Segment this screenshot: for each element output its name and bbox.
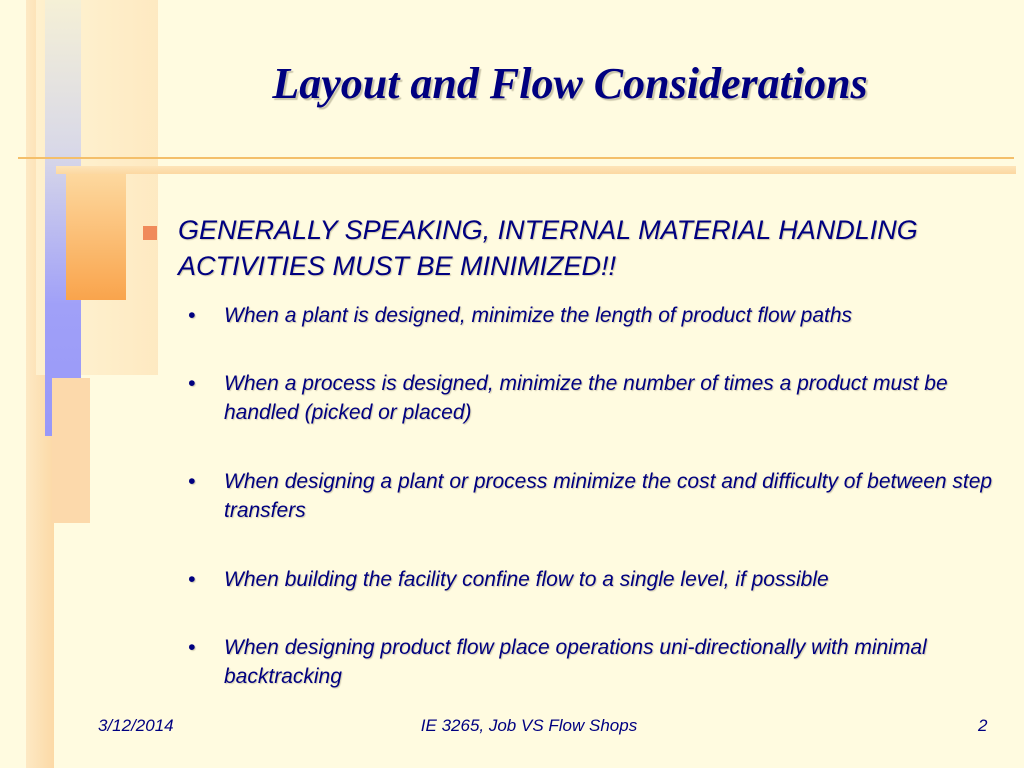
sub-bullet-text: When building the facility confine flow to a single level, if possible <box>224 568 829 591</box>
sub-bullet <box>188 633 998 691</box>
sub-bullet <box>188 301 998 330</box>
title-divider <box>18 157 1014 159</box>
bullet-dot-icon: • <box>188 470 196 493</box>
bullet-dot-icon: • <box>188 372 196 395</box>
main-bullet-text: GENERALLY SPEAKING, INTERNAL MATERIAL HANDLING ACTIVITIES MUST BE MINIMIZED!! <box>178 215 918 281</box>
bullet-dot-icon: • <box>188 304 196 327</box>
sub-bullet <box>188 565 998 594</box>
decorative-bar <box>52 378 90 523</box>
square-bullet-icon <box>143 226 157 240</box>
sub-bullet-text: When a plant is designed, minimize the length of product flow paths <box>224 304 853 327</box>
sub-bullet <box>188 467 998 525</box>
sub-bullet-text: When designing a plant or process minimize the cost and difficulty of between step transfers <box>224 470 993 522</box>
decorative-bar-orange <box>66 172 126 300</box>
bullet-dot-icon: • <box>188 568 196 591</box>
slide-title: Layout and Flow Considerations <box>272 59 868 108</box>
sub-bullet <box>188 369 998 427</box>
sub-bullet-text: When designing product flow place operations uni-directionally with minimal backtracking <box>224 636 927 688</box>
title-divider-band <box>56 166 1016 174</box>
sub-bullet-text: When a process is designed, minimize the number of times a product must be handled (picked or placed) <box>224 372 948 424</box>
bullet-dot-icon: • <box>188 636 196 659</box>
footer-date: 3/12/2014 <box>98 716 174 735</box>
footer-course: IE 3265, Job VS Flow Shops <box>420 716 638 735</box>
footer-page-number: 2 <box>978 716 988 735</box>
